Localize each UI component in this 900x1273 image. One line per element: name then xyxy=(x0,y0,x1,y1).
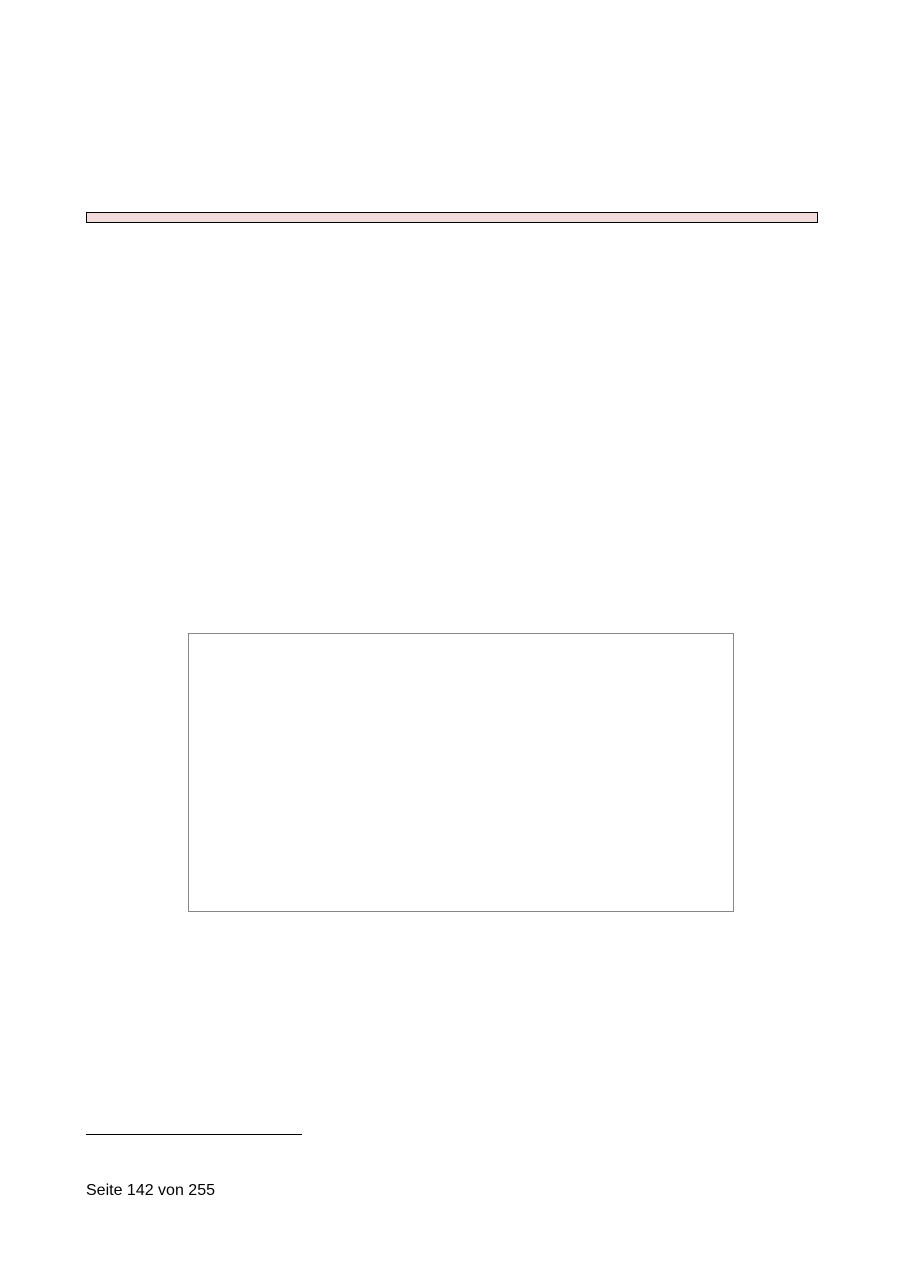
bar-chart xyxy=(188,633,734,912)
footnote-divider xyxy=(86,1134,302,1135)
bar-chart-svg xyxy=(189,634,733,911)
page-number: Seite 142 von 255 xyxy=(86,1182,215,1199)
summary-box xyxy=(86,212,818,223)
